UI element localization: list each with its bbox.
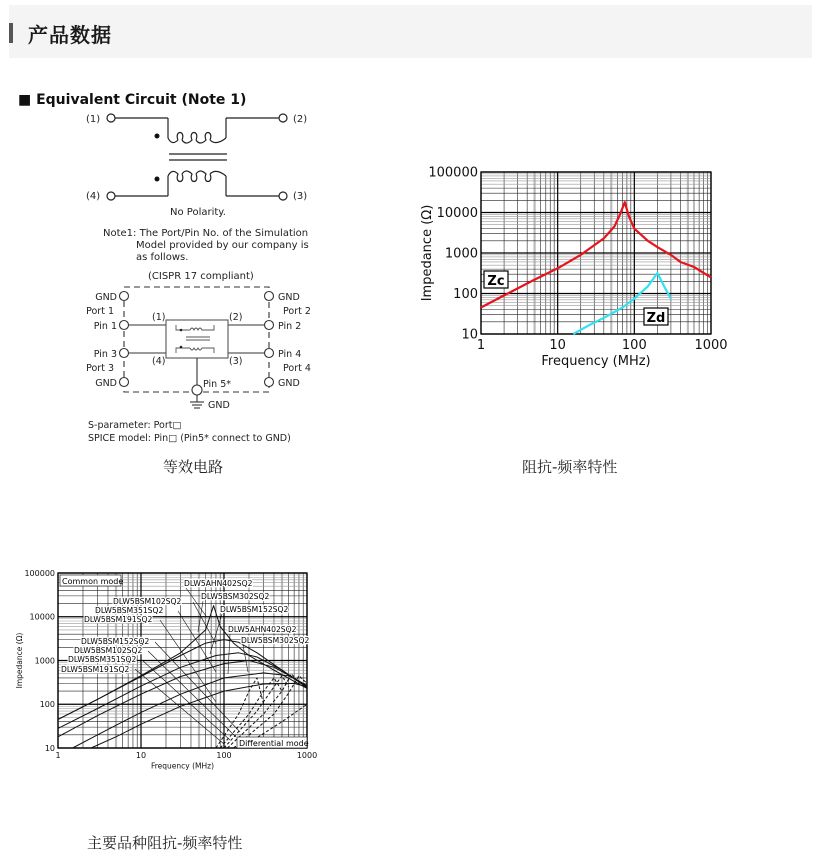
legend-label-0: DLW5AHN402SQ2 [184, 579, 253, 588]
note-line-1: Note1: The Port/Pin No. of the Simulation [103, 228, 309, 239]
caption-equivalent-circuit: 等效电路 [163, 458, 224, 476]
y-tick-label: 10000 [436, 206, 478, 222]
y-tick-label: 100 [39, 700, 55, 710]
terminal-2-label: (2) [293, 114, 308, 125]
x-tick-label: 1 [55, 751, 61, 760]
model-wiring [128, 320, 265, 385]
right-label-gnd-top: GND [278, 292, 300, 303]
left-label-port1: Port 1 [86, 306, 114, 317]
y-tick-label: 1000 [34, 656, 55, 666]
x-axis-label: Frequency (MHz) [150, 761, 215, 771]
legend-label-5: DLW5BSM191SQ2 [84, 615, 153, 624]
x-tick-label: 100 [621, 338, 647, 353]
zc-label: Zc [487, 274, 505, 289]
ground-label: GND [208, 400, 230, 411]
common-mode-annotation [60, 575, 123, 586]
legend-label-1: DLW5BSM102SQ2 [113, 597, 182, 606]
y-tick-label: 1000 [444, 246, 478, 262]
mini-polarity-dot [180, 346, 183, 349]
y-axis-label: Impedance (Ω) [15, 632, 24, 689]
circuit-heading: ■ Equivalent Circuit (Note 1) [18, 92, 247, 108]
y-axis-label: Impedance (Ω) [420, 204, 435, 302]
y-tick-label: 10000 [29, 612, 55, 622]
page-title: 产品数据 [28, 23, 112, 47]
equivalent-circuit-figure [0, 80, 400, 450]
mini-polarity-dot [180, 329, 183, 332]
legend-label-6: DLW5AHN402SQ2 [228, 625, 297, 634]
zd-label: Zd [646, 311, 666, 326]
x-tick-label: 100 [216, 751, 232, 760]
terminal-1-label: (1) [86, 114, 101, 125]
y-tick-label: 100000 [24, 568, 55, 578]
pin5-label: Pin 5* [203, 379, 231, 390]
note-line-2: Model provided by our company is [136, 240, 309, 251]
common-mode-label: Common mode [62, 577, 124, 586]
y-tick-label: 10 [461, 327, 478, 343]
terminal-3-label: (3) [293, 191, 308, 202]
terminal-4-label: (4) [86, 191, 101, 202]
right-label-pin4: Pin 4 [278, 349, 302, 360]
differential-mode-annotation [237, 737, 309, 748]
right-label-port4: Port 4 [283, 363, 311, 374]
x-tick-label: 1000 [296, 751, 318, 760]
x-axis-label: Frequency (MHz) [541, 354, 651, 369]
note-line-3: as follows. [136, 252, 189, 263]
inner-terminal-4: (4) [152, 356, 166, 367]
legend-label-3: DLW5BSM351SQ2 [95, 606, 164, 615]
spice-note: SPICE model: Pin□ (Pin5* connect to GND) [88, 433, 291, 444]
x-tick-label: 10 [549, 338, 566, 353]
right-label-gnd-bottom: GND [278, 378, 300, 389]
y-tick-label: 100000 [428, 165, 478, 181]
inner-terminal-3: (3) [229, 356, 243, 367]
left-label-gnd-bottom: GND [95, 378, 117, 389]
left-label-port3: Port 3 [86, 363, 114, 374]
inner-terminal-1: (1) [152, 312, 166, 323]
zd-annotation [644, 308, 668, 326]
lineup-impedance-chart [10, 562, 325, 777]
header-accent-bar [9, 23, 13, 43]
impedance-frequency-chart [415, 160, 735, 370]
differential-mode-label: Differential mode [239, 739, 309, 748]
legend-label-7: DLW5BSM152SQ2 [81, 637, 150, 646]
left-label-gnd-top: GND [95, 292, 117, 303]
x-tick-label: 1 [476, 338, 486, 353]
x-tick-label: 10 [135, 751, 147, 760]
y-tick-label: 100 [453, 287, 478, 303]
legend-label-2: DLW5BSM302SQ2 [201, 592, 270, 601]
right-label-pin2: Pin 2 [278, 321, 302, 332]
section-header [9, 5, 812, 58]
caption-lineup-impedance: 主要品种阻抗-频率特性 [87, 834, 243, 852]
legend-label-4: DLW5BSM152SQ2 [220, 605, 289, 614]
inner-terminal-2: (2) [229, 312, 243, 323]
polarity-note: No Polarity. [170, 207, 226, 218]
y-tick-label: 10 [44, 743, 55, 753]
legend-label-11: DLW5BSM191SQ2 [61, 665, 130, 674]
transformer-windings [107, 114, 287, 200]
legend-label-8: DLW5BSM302SQ2 [241, 636, 310, 645]
caption-impedance-frequency: 阻抗-频率特性 [522, 458, 618, 476]
cispr-label: (CISPR 17 compliant) [148, 271, 254, 282]
left-label-pin3: Pin 3 [93, 349, 117, 360]
sparam-note: S-parameter: Port□ [88, 420, 182, 431]
zc-annotation [484, 271, 508, 289]
ground-symbol-icon [190, 395, 204, 408]
right-label-port2: Port 2 [283, 306, 311, 317]
legend-label-9: DLW5BSM102SQ2 [74, 646, 143, 655]
left-label-pin1: Pin 1 [93, 321, 117, 332]
x-tick-label: 1000 [694, 338, 728, 353]
polarity-dot-top [155, 134, 160, 139]
polarity-dot-bottom [155, 177, 160, 182]
legend-label-10: DLW5BSM351SQ2 [68, 655, 137, 664]
